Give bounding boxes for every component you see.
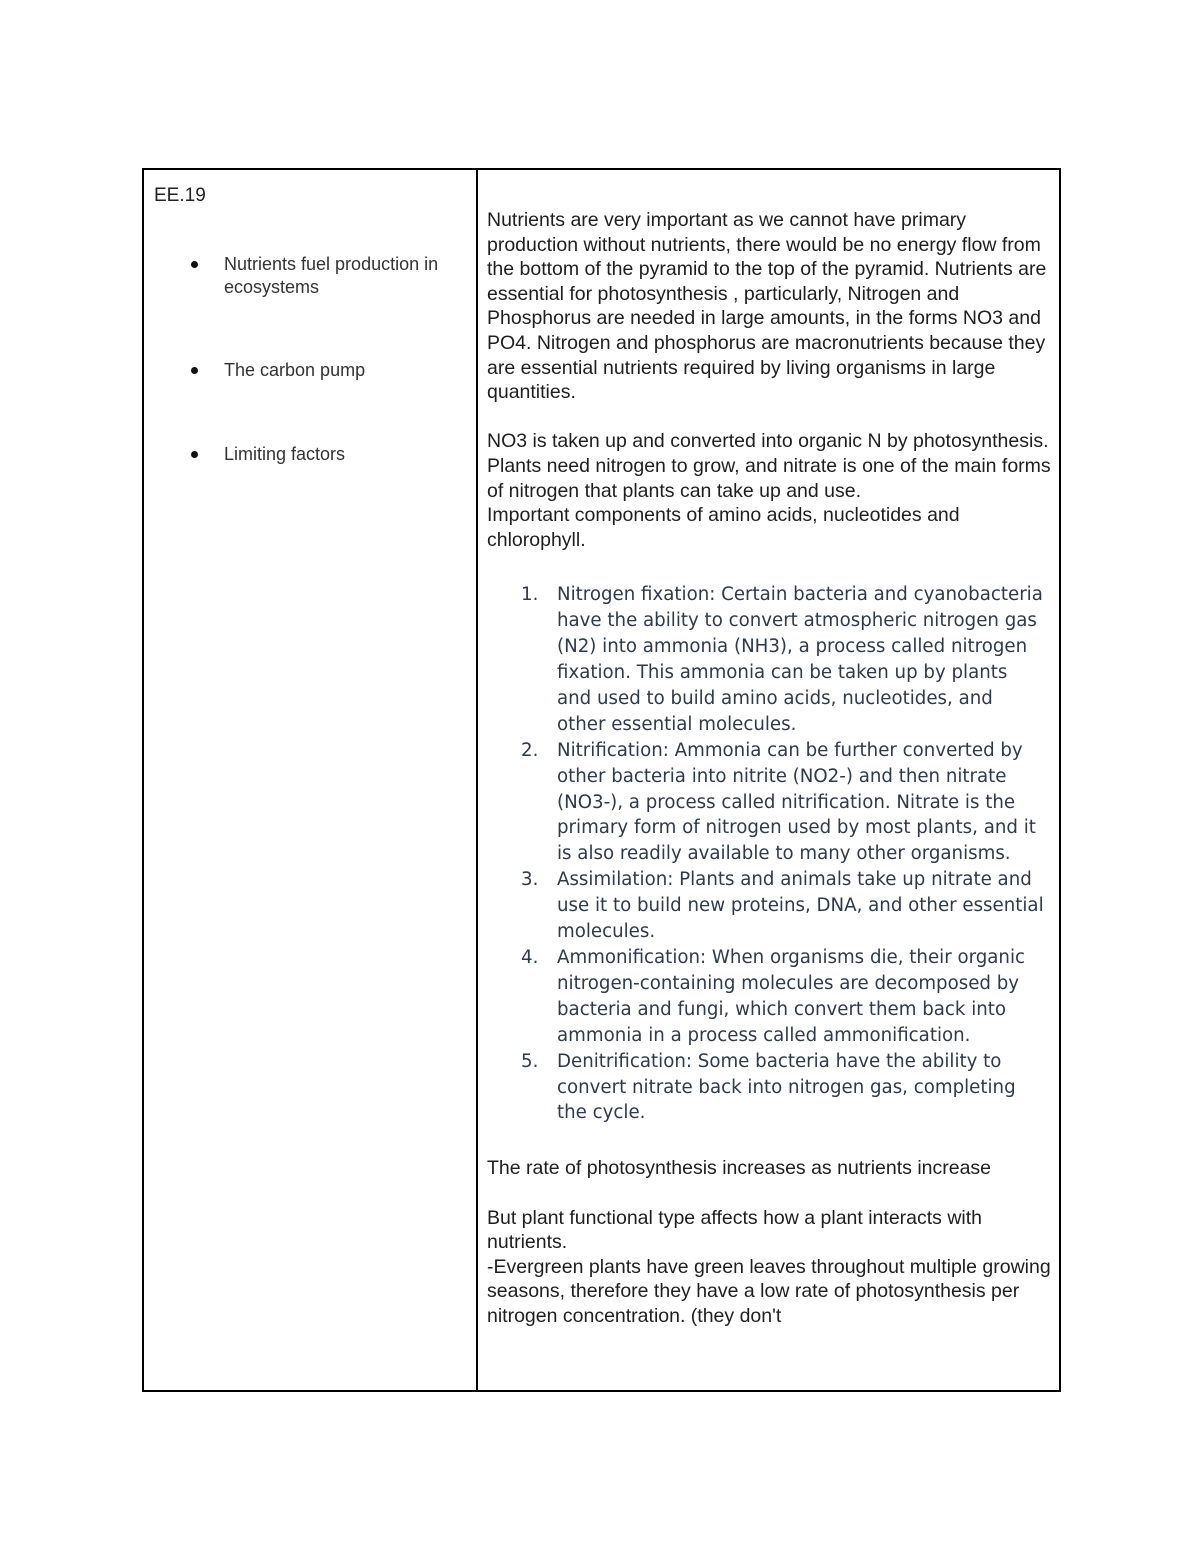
cycle-step-number: 1. bbox=[521, 584, 539, 606]
cycle-step-number: 4. bbox=[521, 947, 539, 968]
intro-paragraph: Nutrients are very important as we cannot have primary production without nutrients, there would be no energy flow from the bottom of the pyramid to the top of the pyramid. Nutrients are essential for photosynthesis , particularly, Nitrogen and Phosphorus are needed in large amounts, in the forms NO3 and PO4. Nitrogen and phosphorus are macronutrients because they are essential nutrients required by living organisms in large quantities. bbox=[487, 209, 1047, 404]
topic-bullet-text: The carbon pump bbox=[224, 360, 366, 380]
cycle-step-text: Denitrification: Some bacteria have the ability to convert nitrate back into nitrogen gas, completing the cycle. bbox=[557, 1050, 1016, 1124]
no3-paragraph-line: NO3 is taken up and converted into organic N by photosynthesis. bbox=[487, 430, 1049, 453]
cycle-step-text: Ammonification: When organisms die, their organic nitrogen-containing molecules are decomposed by bacteria and fungi, which convert them back into ammonia in a process called ammonification. bbox=[557, 947, 1026, 1046]
rate-paragraph: The rate of photosynthesis increases as nutrients increase bbox=[487, 1157, 992, 1180]
notes-column bbox=[478, 170, 1059, 1390]
nitrogen-cycle-list bbox=[487, 582, 1051, 1126]
cycle-step bbox=[521, 1049, 1051, 1127]
cycle-step-number: 2. bbox=[521, 739, 539, 761]
cycle-step bbox=[521, 738, 1051, 868]
bullet-dot-icon bbox=[191, 451, 198, 458]
pft-paragraph-line: -Evergreen plants have green leaves throughout multiple growing seasons, therefore they have a low rate of photosynthesis per nitrogen concentration. (they don't bbox=[487, 1255, 1051, 1327]
topic-bullet bbox=[224, 443, 469, 466]
cycle-step bbox=[521, 867, 1051, 945]
no3-paragraph-line: Important components of amino acids, nucleotides and chlorophyll. bbox=[487, 504, 960, 551]
cycle-step bbox=[521, 945, 1051, 1049]
cycle-step-number: 5. bbox=[521, 1050, 539, 1072]
topic-code: EE.19 bbox=[154, 185, 206, 206]
topic-bullet-text: Nutrients fuel production in ecosystems bbox=[224, 254, 439, 297]
topic-bullet bbox=[224, 359, 469, 382]
bullet-dot-icon bbox=[191, 367, 198, 374]
topic-bullet-text: Limiting factors bbox=[224, 444, 346, 464]
notes-table bbox=[142, 168, 1061, 1392]
cycle-step-text: Assimilation: Plants and animals take up nitrate and use it to build new proteins, DNA, and other essential molecules. bbox=[557, 869, 1044, 943]
cycle-step-number: 3. bbox=[521, 869, 539, 891]
bullet-dot-icon bbox=[191, 261, 198, 268]
topic-column bbox=[144, 170, 478, 1390]
pft-paragraph-line: But plant functional type affects how a plant interacts with nutrients. bbox=[487, 1206, 983, 1254]
cycle-step bbox=[521, 582, 1051, 737]
no3-paragraph-line: Plants need nitrogen to grow, and nitrate is one of the main forms of nitrogen that plants can take up and use. bbox=[487, 454, 1051, 502]
cycle-step-text: Nitrification: Ammonia can be further converted by other bacteria into nitrite (NO2-) and then nitrate (NO3-), a process called nitrification. Nitrate is the primary form of nitrogen used by most plants, and it is also readily available to many other organisms. bbox=[557, 739, 1036, 865]
topic-bullet bbox=[224, 253, 469, 299]
cycle-step-text: Nitrogen fixation: Certain bacteria and cyanobacteria have the ability to convert atmospheric nitrogen gas (N2) into ammonia (NH3), a process called nitrogen fixation. This ammonia can be taken up by plants and used to build amino acids, nucleotides, and other essential molecules. bbox=[557, 584, 1043, 735]
